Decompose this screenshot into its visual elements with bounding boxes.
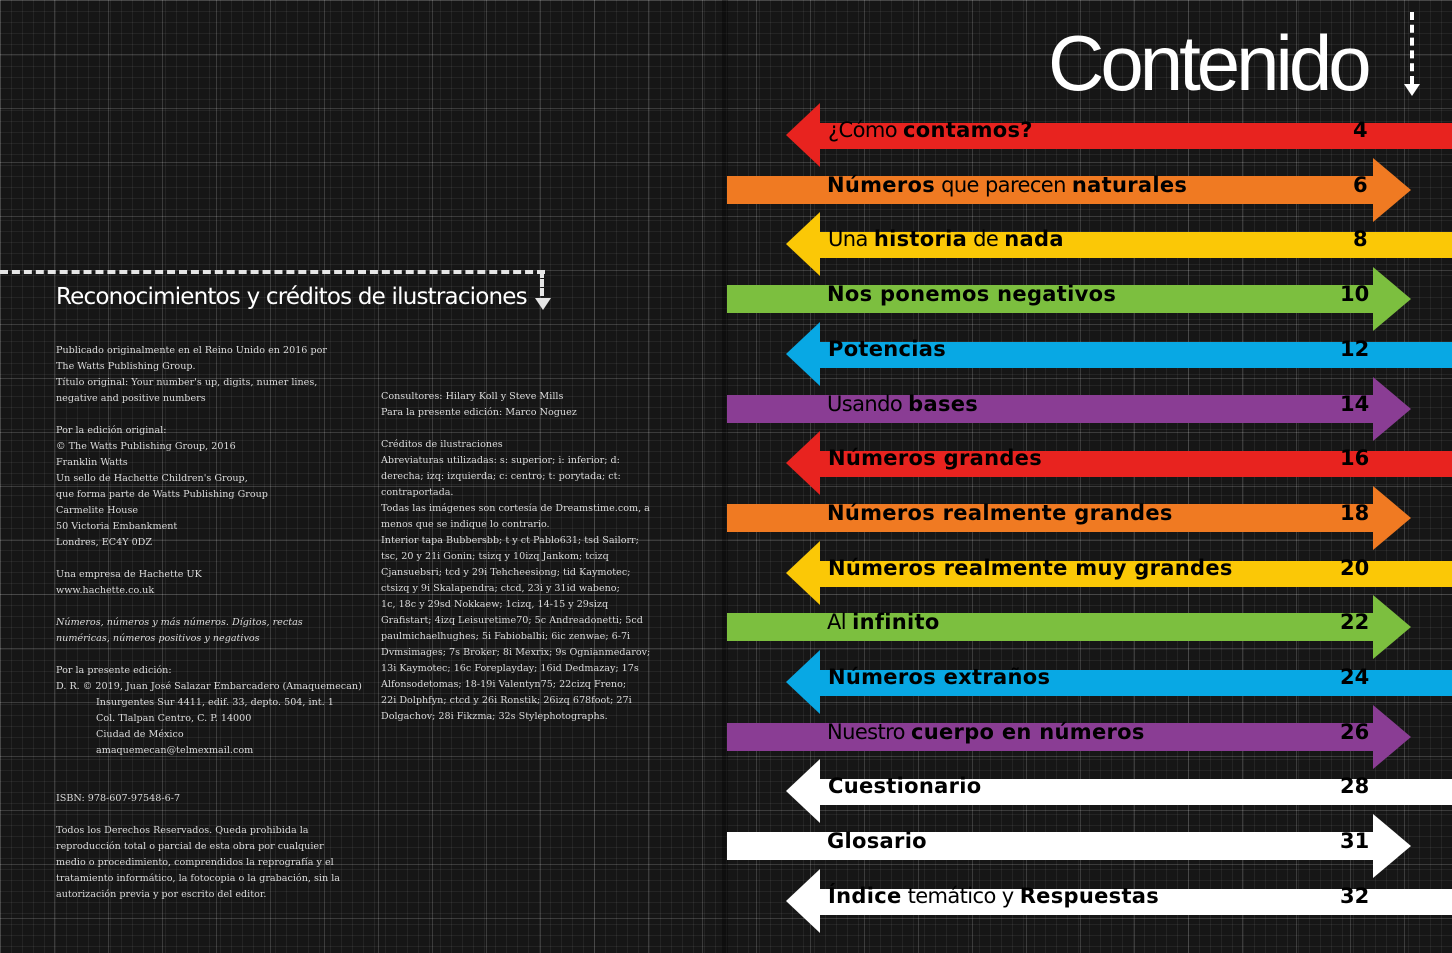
credit-line: Por la edición original: <box>56 425 167 436</box>
credit-line: tsc, 20 y 21i Gonin; tsizq y 10izq Jankom; tcizq <box>381 551 609 562</box>
toc-title-fragment: temático y <box>901 883 1020 908</box>
credit-line: reproducción total o parcial de esta obra por cualquier <box>56 841 324 852</box>
heading-dashed-drop <box>540 270 544 296</box>
toc-title-fragment: Glosario <box>827 829 927 854</box>
toc-title-fragment: Una <box>828 227 874 252</box>
credit-line: Franklin Watts <box>56 457 128 468</box>
toc-entry-title <box>828 556 1233 580</box>
credit-line: 50 Victoria Embankment <box>56 521 178 532</box>
credit-line: Alfonsodetomas; 18-19i Valentyn75; 22cizq Freno; <box>381 679 627 690</box>
credit-line: negative and positive numbers <box>56 393 206 404</box>
credit-line: Grafistart; 4izq Leisuretime70; 5c Andreadonetti; 5cd <box>381 615 643 626</box>
credit-line: Carmelite House <box>56 505 139 516</box>
credit-line: contraportada. <box>381 487 454 498</box>
toc-title-fragment: Cuestionario <box>828 774 982 799</box>
credit-line: Título original: Your number's up, digits, numer lines, <box>56 377 318 388</box>
toc-page-number: 31 <box>1340 829 1370 854</box>
credit-line: D. R. © 2019, Juan José Salazar Embarcadero (Amaquemecan) <box>56 681 362 692</box>
credit-line: Insurgentes Sur 4411, edif. 33, depto. 504, int. 1 <box>96 697 334 708</box>
toc-page-number: 22 <box>1340 610 1370 635</box>
credit-line: Ciudad de México <box>96 729 184 740</box>
toc-page-number: 24 <box>1340 665 1370 689</box>
credit-line: medio o procedimiento, comprendidos la reprografía y el <box>56 857 334 868</box>
toc-title-fragment: Números grandes <box>828 446 1043 471</box>
credit-line: Abreviaturas utilizadas: s: superior; i: inferior; d: <box>381 455 620 466</box>
page-spine <box>722 0 728 953</box>
toc-entry-title <box>827 173 1187 197</box>
credit-line: 13i Kaymotec; 16c Foreplayday; 16id Dedmazay; 17s <box>381 663 639 674</box>
credit-line: Números, números y más números. Dígitos, rectas <box>56 617 303 628</box>
toc-page-number: 20 <box>1340 555 1370 580</box>
toc-entry-title <box>828 665 1050 689</box>
credit-line: Una empresa de Hachette UK <box>56 569 202 580</box>
toc-entry-title <box>828 337 946 361</box>
toc-title-fragment: Números realmente grandes <box>827 500 1173 525</box>
spacer <box>56 807 362 823</box>
credit-line: Todos los Derechos Reservados. Queda prohibida la <box>56 825 309 836</box>
credit-line: Col. Tlalpan Centro, C. P. 14000 <box>96 713 252 724</box>
spacer <box>56 647 362 663</box>
credit-line: Para la presente edición: Marco Noguez <box>381 407 577 418</box>
toc-page-number: 18 <box>1340 500 1370 525</box>
credit-line: numéricas, números positivos y negativos <box>56 633 260 644</box>
spacer <box>56 551 362 567</box>
arrow-down-icon <box>1404 84 1420 96</box>
toc-entry[interactable] <box>786 869 1452 933</box>
credit-line: amaquemecan@telmexmail.com <box>96 745 254 756</box>
credit-line: derecha; izq: izquierda; c: centro; t: porytada; ct: <box>381 471 621 482</box>
credit-line: Dvmsimages; 7s Broker; 8i Mexrix; 9s Ognianmedarov; <box>381 647 651 658</box>
toc-title-fragment: historia <box>873 227 968 252</box>
credit-line: Un sello de Hachette Children's Group, <box>56 473 248 484</box>
toc-page-number: 32 <box>1340 883 1370 908</box>
credit-line: Cjansuebsri; tcd y 29i Tehcheesiong; tid Kaymotec; <box>381 567 631 578</box>
toc-page-number: 4 <box>1353 118 1368 142</box>
credit-line: 22i Dolphfyn; ctcd y 26i Ronstik; 26izq 678foot; 27i <box>381 695 632 706</box>
spacer <box>56 407 362 423</box>
toc-page-number: 6 <box>1353 172 1368 197</box>
credit-line: Publicado originalmente en el Reino Unido en 2016 por <box>56 345 327 356</box>
toc-title-fragment: Índice <box>828 883 902 908</box>
toc-entry-title <box>827 282 1116 306</box>
toc-page-number: 10 <box>1340 282 1370 307</box>
toc-title-fragment: que parecen <box>935 172 1072 197</box>
toc-title-fragment: Números <box>827 172 936 197</box>
credit-line: Dolgachov; 28i Fikzma; 32s Stylephotographs. <box>381 711 608 722</box>
heading-dashed-rule <box>0 270 545 274</box>
toc-entry-title <box>827 501 1173 525</box>
spacer <box>56 599 362 615</box>
toc-entry-title <box>828 118 1033 142</box>
credit-line: Londres, EC4Y 0DZ <box>56 537 153 548</box>
toc-page-number: 14 <box>1340 391 1370 416</box>
credit-line: ctsizq y 9i Skalapendra; ctcd, 23i y 31id wabeno; <box>381 583 620 594</box>
credit-line: autorización previa y por escrito del editor. <box>56 889 267 900</box>
spacer <box>56 759 362 791</box>
toc-page-number: 16 <box>1340 446 1370 471</box>
toc-page-number: 28 <box>1340 774 1370 799</box>
toc-title-fragment: Nos ponemos negativos <box>827 282 1117 307</box>
toc-title-fragment: Usando <box>827 391 909 416</box>
credit-line: Por la presente edición: <box>56 665 172 676</box>
toc-page-number: 12 <box>1340 336 1370 361</box>
toc-entry-title <box>827 392 978 416</box>
toc-title-fragment: infinito <box>852 610 940 635</box>
publication-info-column <box>56 343 362 903</box>
toc-title-fragment: de <box>967 227 1005 252</box>
toc-title-fragment: Respuestas <box>1019 883 1160 908</box>
toc-entry-title <box>827 610 940 634</box>
toc-title-fragment: contamos? <box>903 118 1033 142</box>
toc-entry-title <box>828 884 1159 908</box>
title-dashed-drop <box>1410 12 1414 84</box>
toc-title-fragment: nada <box>1004 227 1064 252</box>
toc-title-fragment: naturales <box>1071 172 1188 197</box>
toc-entry-title <box>828 774 981 798</box>
credit-line: Todas las imágenes son cortesía de Dreamstime.com, a <box>381 503 650 514</box>
spacer <box>381 421 650 437</box>
toc-title-fragment: Nuestro <box>827 719 912 744</box>
credit-line: Créditos de ilustraciones <box>381 439 503 450</box>
credit-line: © The Watts Publishing Group, 2016 <box>56 441 236 452</box>
toc-entry-title <box>828 446 1042 470</box>
credit-line: www.hachette.co.uk <box>56 585 155 596</box>
toc-page-number: 8 <box>1353 227 1368 252</box>
illustration-credits-column <box>381 389 650 725</box>
toc-title-fragment: ¿Cómo <box>828 118 904 142</box>
toc-title-fragment: Potencias <box>828 336 947 361</box>
toc-title-fragment: cuerpo en números <box>911 719 1145 744</box>
credit-line: Consultores: Hilary Koll y Steve Mills <box>381 391 564 402</box>
credit-line: 1c, 18c y 29sd Nokkaew; 1cizq, 14-15 y 29sizq <box>381 599 609 610</box>
toc-title-fragment: Números extraños <box>828 665 1051 689</box>
credit-line: que forma parte de Watts Publishing Group <box>56 489 268 500</box>
toc-title-fragment: Números realmente muy grandes <box>828 555 1233 580</box>
credit-line: Interior tapa Bubbersbb; t y ct Pablo631; tsd Sailorr; <box>381 535 639 546</box>
credit-line: paulmichaelhughes; 5i Fabiobalbi; 6ic zenwae; 6-7i <box>381 631 631 642</box>
arrow-down-icon <box>535 298 551 310</box>
toc-entry-title <box>827 720 1145 744</box>
toc-page-number: 26 <box>1340 719 1370 744</box>
toc-title-fragment: Al <box>827 610 853 635</box>
credit-line: tratamiento informático, la fotocopia o la grabación, sin la <box>56 873 340 884</box>
credit-line: menos que se indique lo contrario. <box>381 519 550 530</box>
acknowledgements-heading: Reconocimientos y créditos de ilustraciones <box>56 284 527 310</box>
credit-line: ISBN: 978-607-97548-6-7 <box>56 793 181 804</box>
contents-title: Contenido <box>1048 19 1368 107</box>
toc-entry-title <box>828 227 1064 251</box>
toc-entry-title <box>827 829 927 853</box>
toc-title-fragment: bases <box>908 391 979 416</box>
credit-line: The Watts Publishing Group. <box>56 361 196 372</box>
